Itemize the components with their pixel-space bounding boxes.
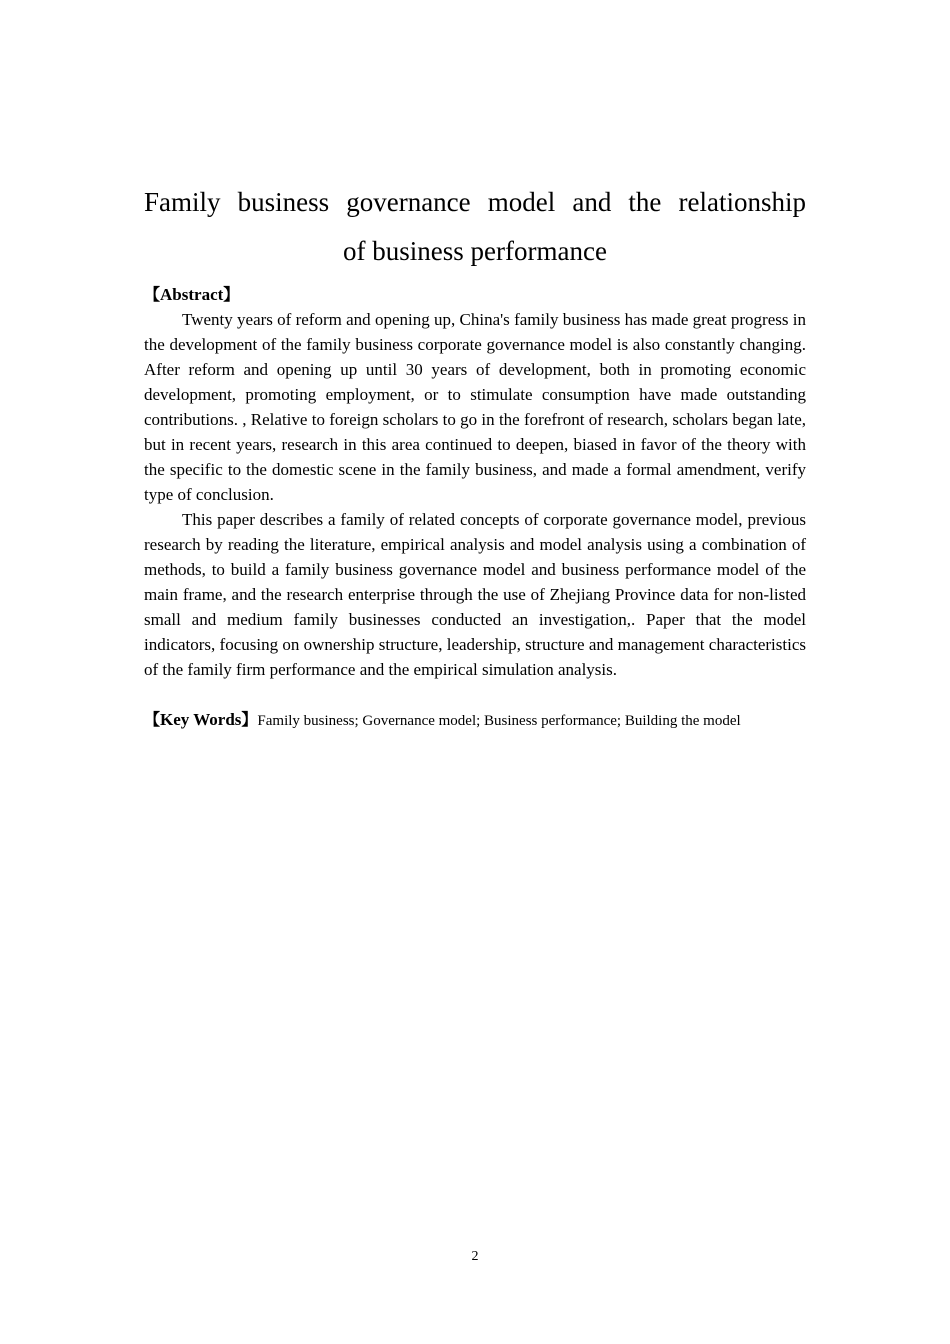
paper-title-line1: Family business governance model and the relationship bbox=[144, 187, 806, 217]
abstract-paragraph-2: This paper describes a family of related concepts of corporate governance model, previous research by reading the literature, empirical analysis and model analysis using a combination of methods, to build a family business governance model and business performance model of the main frame, and the research enterprise through the use of Zhejiang Province data for non-listed small and medium family businesses conducted an investigation,. Paper that the model indicators, focusing on ownership structure, leadership, structure and management characteristics of the family firm performance and the empirical simulation analysis. bbox=[144, 510, 806, 679]
paper-title bbox=[144, 178, 806, 276]
keywords-bracket-open: 【 bbox=[144, 710, 161, 729]
keywords-heading bbox=[144, 710, 257, 729]
keywords-line bbox=[144, 707, 806, 734]
keywords-bracket-close: 】 bbox=[241, 710, 258, 729]
keywords-list: Family business; Governance model; Business performance; Building the model bbox=[257, 713, 741, 729]
abstract-bracket-close: 】 bbox=[223, 285, 240, 304]
page-number: 2 bbox=[471, 1249, 479, 1264]
keywords-label: Key Words bbox=[160, 710, 242, 729]
abstract-paragraph-1: Twenty years of reform and opening up, China's family business has made great progress in the development of the family business corporate governance model is also constantly changing. After reform and opening up until 30 years of development, both in promoting economic development, promoting employment, or to stimulate consumption have made outstanding contributions. , Relative to foreign scholars to go in the forefront of research, scholars began late, but in recent years, research in this area continued to deepen, biased in favor of the theory with the specific to the domestic scene in the family business, and made a formal amendment, verify type of conclusion. bbox=[144, 310, 806, 504]
abstract-heading bbox=[144, 282, 806, 307]
page-body bbox=[144, 178, 806, 734]
abstract-bracket-open: 【 bbox=[144, 285, 161, 304]
paper-title-line2: of business performance bbox=[343, 236, 607, 266]
abstract-label: Abstract bbox=[160, 285, 224, 304]
